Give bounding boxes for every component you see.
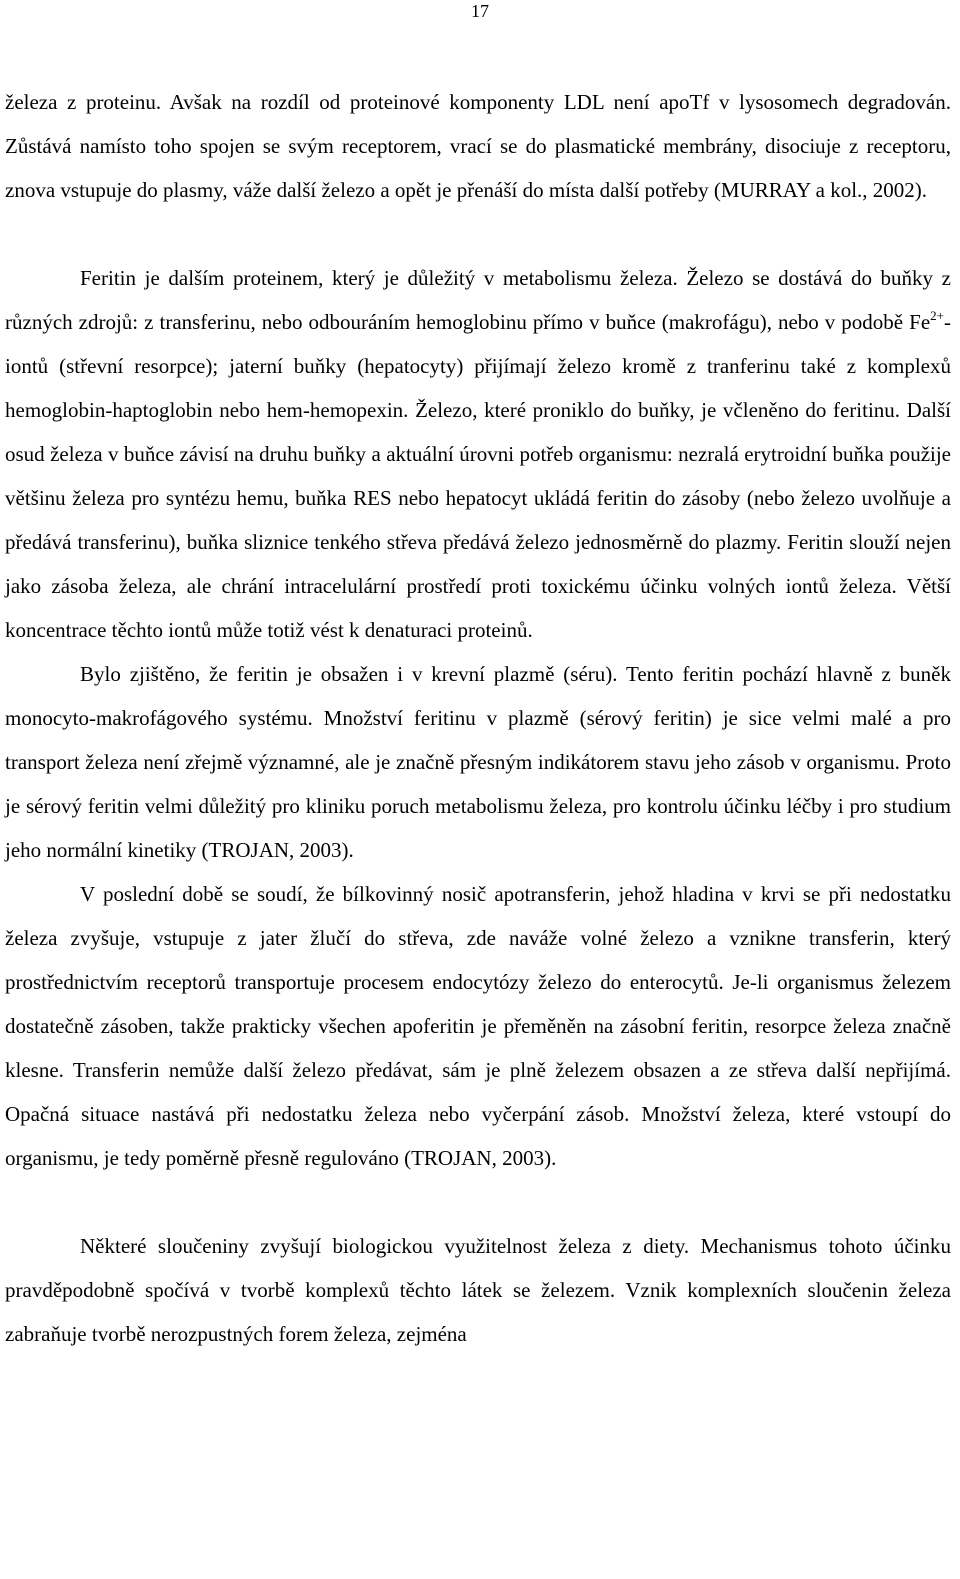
paragraph-ferritin bbox=[5, 256, 951, 652]
paragraph-continuation: železa z proteinu. Avšak na rozdíl od proteinové komponenty LDL není apoTf v lysosomech degradován. Zůstává namísto toho spojen se svým receptorem, vrací se do plasmatické membrány, disociuje z receptoru, znova vstupuje do plasmy, váže další železo a opět je přenáší do místa další potřeby (MURRAY a kol., 2002). bbox=[5, 90, 951, 202]
paragraph-gap bbox=[5, 212, 951, 256]
document-body bbox=[5, 80, 951, 1356]
paragraph-gap bbox=[5, 1180, 951, 1224]
paragraph-bioavailability: Některé sloučeniny zvyšují biologickou využitelnost železa z diety. Mechanismus tohoto účinku pravděpodobně spočívá v tvorbě komplexů těchto látek se železem. Vznik komplexních sloučenin železa zabraňuje tvorbě nerozpustných forem železa, zejména bbox=[5, 1234, 951, 1346]
paragraph-apotransferrin: V poslední době se soudí, že bílkovinný nosič apotransferin, jehož hladina v krvi se při nedostatku železa zvyšuje, vstupuje z jater žlučí do střeva, zde naváže volné železo a vznikne transferin, který prostřednictvím receptorů transportuje procesem endocytózy železo do enterocytů. Je-li organismus železem dostatečně zásoben, takže prakticky všechen apoferitin je přeměněn na zásobní feritin, resorpce železa značně klesne. Transferin nemůže další železo předávat, sám je plně železem obsazen a ze střeva další nepřijímá. Opačná situace nastává při nedostatku železa nebo vyčerpání zásob. Množství železa, které vstoupí do organismu, je tedy poměrně přesně regulováno (TROJAN, 2003). bbox=[5, 882, 951, 1170]
superscript-charge: 2+ bbox=[930, 308, 944, 323]
paragraph-serum-ferritin: Bylo zjištěno, že feritin je obsažen i v krevní plazmě (séru). Tento feritin pochází hlavně z buněk monocyto-makrofágového systému. Množství feritinu v plazmě (sérový feritin) je sice velmi malé a pro transport železa není zřejmě významné, ale je značně přesným indikátorem stavu jeho zásob v organismu. Proto je sérový feritin velmi důležitý pro kliniku poruch metabolismu železa, pro kontrolu účinku léčby i pro studium jeho normální kinetiky (TROJAN, 2003). bbox=[5, 662, 951, 862]
paragraph-ferritin-text-end: -iontů (střevní resorpce); jaterní buňky (hepatocyty) přijímají železo kromě z tranferinu také z komplexů hemoglobin-haptoglobin nebo hem-hemopexin. Železo, které proniklo do buňky, je včleněno do feritinu. Další osud železa v buňce závisí na druhu buňky a aktuální úrovni potřeb organismu: nezralá erytroidní buňka použije většinu železa pro syntézu hemu, buňka RES nebo hepatocyt ukládá feritin do zásoby (nebo železo uvolňuje a předává transferinu), buňka sliznice tenkého střeva předává železo jednosměrně do plazmy. Feritin slouží nejen jako zásoba železa, ale chrání intracelulární prostředí proti toxickému účinku volných iontů železa. Větší koncentrace těchto iontů může totiž vést k denaturaci proteinů. bbox=[5, 310, 951, 642]
paragraph-ferritin-text-start: Feritin je dalším proteinem, který je důležitý v metabolismu železa. Železo se dostává do buňky z různých zdrojů: z transferinu, nebo odbouráním hemoglobinu přímo v buňce (makrofágu), nebo v podobě Fe bbox=[5, 266, 951, 334]
page-number: 17 bbox=[471, 1, 489, 21]
